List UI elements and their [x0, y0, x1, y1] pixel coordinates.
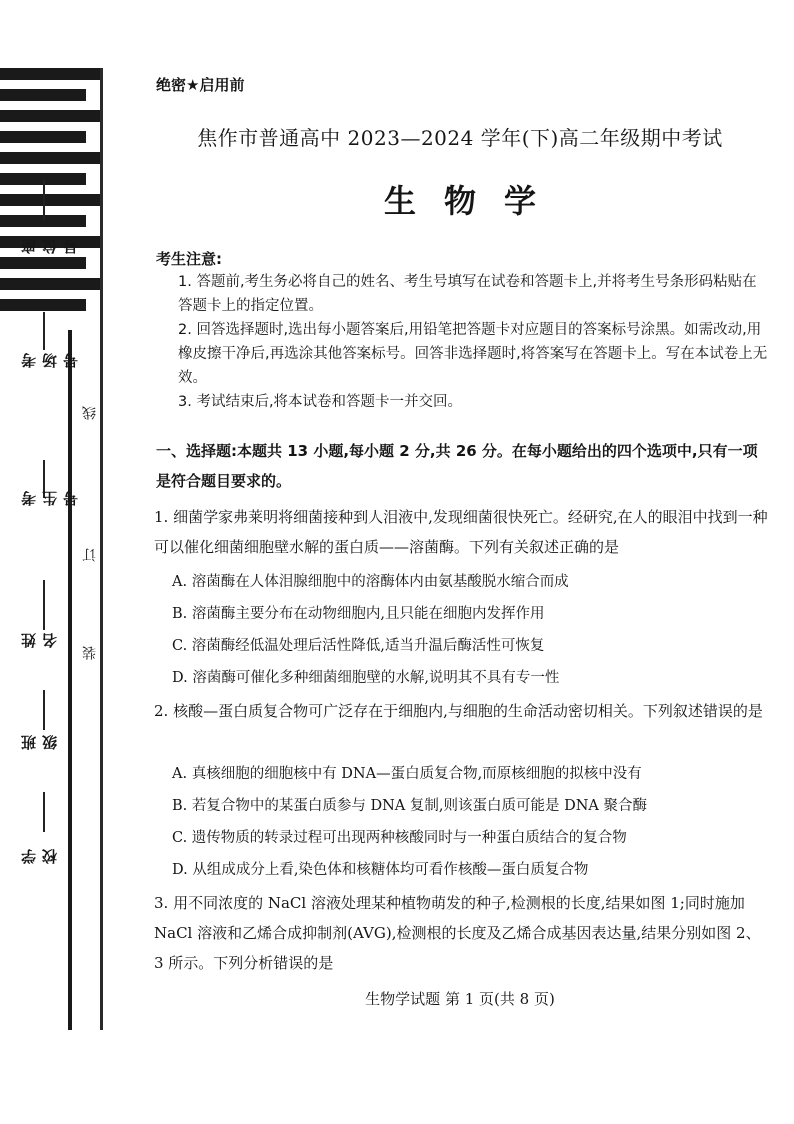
field-line [43, 792, 45, 832]
question-2-option-c: C. 遗传物质的转录过程可出现两种核酸同时与一种蛋白质结合的复合物 [172, 830, 627, 846]
section-heading: 一、选择题:本题共 13 小题,每小题 2 分,共 26 分。在每小题给出的四个选项中,只有一项是符合题目要求的。 [156, 442, 758, 490]
notice-item: 3. 考试结束后,将本试卷和答题卡一并交回。 [178, 394, 463, 410]
cut-mark-bind: 装 [82, 646, 98, 660]
question-2-option-a: A. 真核细胞的细胞核中有 DNA—蛋白质复合物,而原核细胞的拟核中没有 [172, 766, 642, 782]
field-line [43, 690, 45, 730]
field-line [43, 580, 45, 630]
question-3-stem: 3. 用不同浓度的 NaCl 溶液处理某种植物萌发的种子,检测根的长度,结果如图 1;同时施加 NaCl 溶液和乙烯合成抑制剂(AVG),检测根的长度及乙烯合成基因表达量,结果分别如图 2、3 所示。下列分析错误的是 [154, 894, 761, 972]
notice-title: 考生注意: [156, 250, 222, 268]
question-2-option-b: B. 若复合物中的某蛋白质参与 DNA 复制,则该蛋白质可能是 DNA 聚合酶 [172, 798, 647, 814]
binding-line [68, 330, 72, 1030]
question-1-option-a: A. 溶菌酶在人体泪腺细胞中的溶酶体内由氨基酸脱水缩合而成 [172, 574, 569, 590]
field-line [43, 180, 45, 220]
exam-title: 焦作市普通高中 2023—2024 学年(下)高二年级期中考试 [197, 126, 723, 150]
stripe [0, 89, 86, 101]
exam-room-label: 考场号 [20, 352, 80, 368]
candidate-number-label: 考生号 [20, 490, 80, 506]
question-2-option-d: D. 从组成成分上看,染色体和核糖体均可看作核酸—蛋白质复合物 [172, 862, 589, 878]
class-label: 班级 [20, 734, 59, 750]
stripe [0, 131, 86, 143]
question-1-option-d: D. 溶菌酶可催化多种细菌细胞壁的水解,说明其不具有专一性 [172, 670, 560, 686]
cut-mark-order: 订 [82, 548, 98, 562]
margin-border [100, 68, 103, 1030]
page-footer: 生物学试题 第 1 页(共 8 页) [365, 990, 555, 1008]
name-label: 姓名 [20, 632, 59, 648]
seat-number-label: 座位号 [20, 238, 80, 254]
question-2-stem: 2. 核酸—蛋白质复合物可广泛存在于细胞内,与细胞的生命活动密切相关。下列叙述错误的是 [154, 702, 763, 720]
stripe [0, 110, 100, 122]
stripe [0, 152, 100, 164]
school-label: 学校 [20, 848, 59, 864]
notice-item: 1. 答题前,考生务必将自己的姓名、考生号填写在试卷和答题卡上,并将考生号条形码粘贴在答题卡上的指定位置。 [178, 274, 757, 314]
question-1-option-c: C. 溶菌酶经低温处理后活性降低,适当升温后酶活性可恢复 [172, 638, 545, 654]
confidential-mark: 绝密★启用前 [156, 76, 245, 94]
student-info-fields [0, 180, 80, 900]
cut-mark-line: 线 [82, 406, 98, 420]
field-line [43, 312, 45, 350]
question-1-stem: 1. 细菌学家弗莱明将细菌接种到人泪液中,发现细菌很快死亡。经研究,在人的眼泪中找到一种可以催化细菌细胞壁水解的蛋白质——溶菌酶。下列有关叙述正确的是 [154, 508, 768, 556]
stripe [0, 68, 100, 80]
question-1-option-b: B. 溶菌酶主要分布在动物细胞内,且只能在细胞内发挥作用 [172, 606, 545, 622]
subject-title: 生物学 [383, 182, 564, 220]
notice-item: 2. 回答选择题时,选出每小题答案后,用铅笔把答题卡对应题目的答案标号涂黑。如需改动,用橡皮擦干净后,再选涂其他答案标号。回答非选择题时,将答案写在答题卡上。写在本试卷上无效。 [178, 322, 768, 386]
